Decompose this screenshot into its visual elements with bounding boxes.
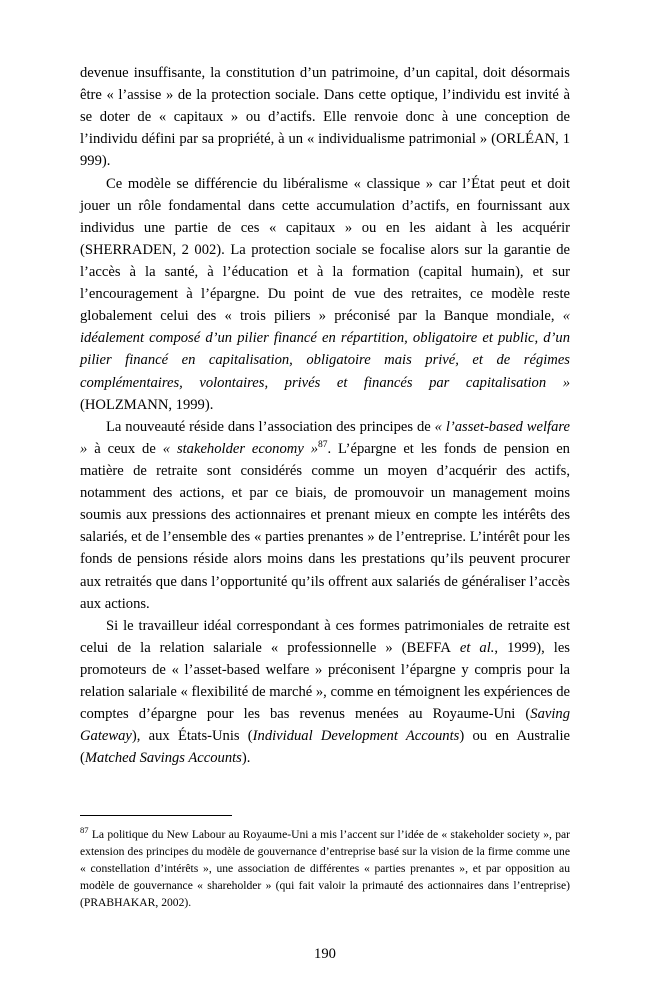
footnote-87 xyxy=(80,826,570,911)
text-run: , 2002). xyxy=(155,896,192,910)
text-run: , 1 999). xyxy=(80,131,570,170)
italic-run: « stakeholder economy » xyxy=(162,440,318,457)
text-run: Si le travailleur idéal correspondant à ces formes patrimoniales de retraite est celui de la relation salariale « professionnelle » ( xyxy=(80,617,570,656)
text-run: La politique du New Labour au Royaume-Uni a mis l’accent sur l’idée de « stakeholder society », par extension des principes du modèle de gouvernance d’entreprise basé sur la vision de la firme comme une « constellation d’intérêts », une association de différentes « parties prenantes », et par opposition au modèle de gouvernance « shareholder » (qui fait valoir la primauté des actionnaires dans l’entreprise) ( xyxy=(80,828,570,910)
text-run: ) ou en Australie ( xyxy=(80,728,570,767)
text-run: à ceux de xyxy=(87,440,163,457)
small-caps-run: BEFFA xyxy=(406,639,451,656)
text-run: . L’épargne et les fonds de pension en matière de retraite sont considérés comme un moyen d’acquérir des actifs, notamment des actions, et par ce biais, de promouvoir un management moins soumis aux pressions des actionnaires et prenant mieux en compte les intérêts des salariés, et de l’ensemble des « parties prenantes » de l’entreprise. L’intérêt pour les fonds de pensions réside alors moins dans les prestations qu’ils peuvent procurer aux retraités que dans l’opportunité qu’ils offrent aux salariés de généraliser l’accès aux actions. xyxy=(80,440,570,612)
text-run: Ce modèle se différencie du libéralisme « classique » car l’État peut et doit jouer un rôle fondamental dans cette accumulation d’actifs, en fournissant aux individus une partie de ces « capitaux » ou en les aidant à les acquérir ( xyxy=(80,175,570,258)
paragraph-2 xyxy=(80,173,570,416)
paragraph-4 xyxy=(80,615,570,770)
italic-run: Matched Savings Accounts xyxy=(84,750,242,767)
italic-run: Individual Development Accounts xyxy=(252,728,460,745)
italic-run: et al. xyxy=(450,639,495,656)
small-caps-run: SHERRADEN xyxy=(84,241,173,258)
italic-run: « idéalement composé d’un pilier financé en répartition, obligatoire et public, d’un pilier financé en capitalisation, obligatoire mais privé, et de régimes complémentaires, volontaires, privés et financés par capitalisation » xyxy=(80,308,570,391)
text-run: La nouveauté réside dans l’association des principes de xyxy=(106,418,435,435)
body-text-column xyxy=(80,62,570,770)
footnote-separator-rule xyxy=(80,815,232,816)
text-run: ), aux États-Unis ( xyxy=(131,728,253,745)
text-run: , 1999), les promoteurs de « l’asset-based welfare » préconisent l’épargne y compris pour la relation salariale « flexibilité de marché », comme en témoignent les expériences de comptes d’épargne pour les bas revenus menées au Royaume-Uni ( xyxy=(80,639,570,723)
italic-run: Saving Gateway xyxy=(80,706,570,745)
page-number: 190 xyxy=(314,946,336,962)
text-run: , 2 002). La protection sociale se focalise alors sur la garantie de l’accès à la santé, à l’éducation et à la formation (capital humain), et sur l’encouragement à l’épargne. Du point de vue des retraites, ce modèle reste globalement celui des « trois piliers » préconisé par la Banque mondiale, xyxy=(80,241,570,325)
small-caps-run: PRABHAKAR xyxy=(83,896,156,910)
paragraph-1 xyxy=(80,62,570,173)
text-run: devenue insuffisante, la constitution d’un patrimoine, d’un capital, doit désormais être « l’assise » de la protection sociale. Dans cette optique, l’individu est invité à se doter de « capitaux » ou d’actifs. Elle renvoie donc à une conception de l’individu défini par sa propriété, à un « individualisme patrimonial » ( xyxy=(80,65,570,148)
footnote-reference-marker: 87 xyxy=(318,440,328,450)
footnote-number: 87 xyxy=(80,825,89,836)
italic-run: « l’asset-based welfare » xyxy=(80,418,570,457)
text-run: (HOLZMANN, 1999). xyxy=(80,396,214,413)
paragraph-3 xyxy=(80,416,570,615)
small-caps-run: ORLÉAN xyxy=(495,131,556,148)
text-run: ). xyxy=(241,750,251,767)
